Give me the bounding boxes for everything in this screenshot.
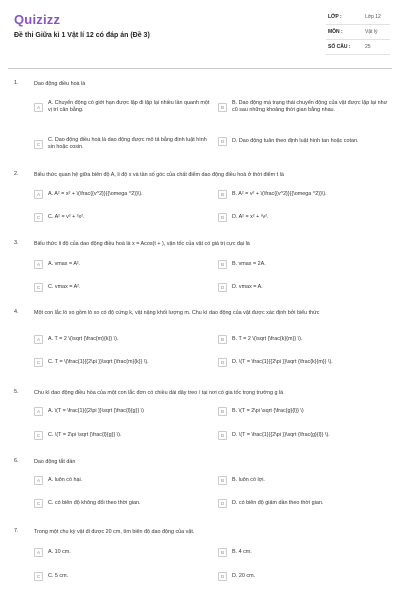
option-b[interactable] bbox=[218, 476, 394, 485]
meta-key: SỐ CÂU : bbox=[328, 44, 351, 50]
option-text: B. vmax = 2A. bbox=[232, 261, 266, 267]
option-c[interactable] bbox=[34, 213, 210, 222]
question-text: Một con lắc lò xo gồm lò xo có độ cứng k, vật nặng khối lượng m. Chu kì dao động của vật được xác định bởi biểu thức bbox=[34, 310, 320, 316]
worksheet-header bbox=[0, 0, 400, 62]
question-number: 4. bbox=[14, 309, 19, 315]
option-letter: A bbox=[34, 476, 43, 485]
option-text: B. Dao động mà trạng thái chuyển động của vật được lặp lại như cũ sau những khoảng thời gian bằng nhau. bbox=[232, 100, 388, 113]
question-text: Chu kì dao động điều hòa của một con lắc đơn có chiều dài dây treo / tại nơi có gia tốc trọng trường g là bbox=[34, 390, 284, 396]
question-text: Biểu thức quan hệ giữa biên độ A, li độ x và tần số góc của chất điểm dao động điều hoà ở thời điểm t là bbox=[34, 172, 284, 178]
header-divider bbox=[8, 68, 392, 69]
question-number: 3. bbox=[14, 240, 19, 246]
option-text: C. \(T = 2\pi \sqrt {\frac{l}{g}} \). bbox=[48, 432, 122, 438]
question-text: Trong một chu kỳ vật đi được 20 cm, tìm biên độ dao động của vật. bbox=[34, 529, 195, 535]
option-letter: B bbox=[218, 548, 227, 557]
option-text: A. \(T = \frac{1}{{2\pi }}\sqrt {\frac{l}{g}} \) bbox=[48, 408, 144, 414]
option-letter: C bbox=[34, 213, 43, 222]
option-letter: A bbox=[34, 190, 43, 199]
quizizz-logo: Quizizz bbox=[14, 12, 61, 27]
option-letter: A bbox=[34, 260, 43, 269]
meta-value: 25 bbox=[365, 44, 371, 50]
option-text: A. A² = x² + \(\frac{{v^2}}{{\omega ^2}}\). bbox=[48, 191, 143, 197]
question-number: 7. bbox=[14, 528, 19, 534]
option-text: B. T = 2 \(\sqrt {\frac{k}{m}} \). bbox=[232, 336, 303, 342]
option-text: C. có biên độ không đổi theo thời gian. bbox=[48, 500, 141, 506]
option-letter: D bbox=[218, 358, 227, 367]
option-c[interactable] bbox=[34, 358, 210, 367]
option-letter: D bbox=[218, 572, 227, 581]
option-b[interactable] bbox=[218, 100, 394, 114]
option-a[interactable] bbox=[34, 548, 210, 557]
option-letter: D bbox=[218, 431, 227, 440]
option-b[interactable] bbox=[218, 335, 394, 344]
question-text: Biểu thức li độ của dao động điều hoà là x = Acos(t + ), vận tốc của vật có giá trị cực đại là bbox=[34, 241, 250, 247]
option-letter: B bbox=[218, 476, 227, 485]
worksheet-title: Đề thi Giữa kì 1 Vật lí 12 có đáp án (Đề 3) bbox=[14, 32, 150, 39]
question-number: 2. bbox=[14, 171, 19, 177]
option-letter: A bbox=[34, 335, 43, 344]
option-d[interactable] bbox=[218, 283, 394, 292]
option-letter: D bbox=[218, 283, 227, 292]
option-c[interactable] bbox=[34, 137, 210, 151]
option-letter: B bbox=[218, 335, 227, 344]
option-letter: B bbox=[218, 190, 227, 199]
meta-row-subject bbox=[326, 25, 390, 40]
option-text: D. \(T = \frac{1}{{2\pi }}\sqrt {\frac{k}{m}} \). bbox=[232, 359, 333, 365]
option-c[interactable] bbox=[34, 431, 210, 440]
option-letter: C bbox=[34, 572, 43, 581]
option-b[interactable] bbox=[218, 548, 394, 557]
option-letter: C bbox=[34, 283, 43, 292]
option-letter: C bbox=[34, 140, 43, 149]
option-letter: C bbox=[34, 431, 43, 440]
option-c[interactable] bbox=[34, 572, 210, 581]
question-number: 1. bbox=[14, 80, 19, 86]
option-text: A. 10 cm. bbox=[48, 549, 71, 555]
option-text: A. T = 2 \(\sqrt {\frac{m}{k}} \). bbox=[48, 336, 119, 342]
option-letter: D bbox=[218, 137, 227, 146]
option-d[interactable] bbox=[218, 137, 394, 146]
meta-value: Vật lý bbox=[365, 29, 378, 35]
option-text: B. \(T = 2\pi \sqrt {\frac{g}{l}} \) bbox=[232, 408, 304, 414]
meta-table bbox=[326, 10, 390, 55]
option-text: D. \(T = \frac{1}{{2\pi }}\sqrt {\frac{g}{l}} \). bbox=[232, 432, 330, 438]
option-b[interactable] bbox=[218, 260, 394, 269]
option-text: D. vmax = A. bbox=[232, 284, 263, 290]
option-letter: B bbox=[218, 260, 227, 269]
option-b[interactable] bbox=[218, 407, 394, 416]
option-text: D. 20 cm. bbox=[232, 573, 256, 579]
meta-key: LỚP : bbox=[328, 14, 342, 20]
option-a[interactable] bbox=[34, 335, 210, 344]
option-a[interactable] bbox=[34, 100, 210, 114]
question-number: 6. bbox=[14, 458, 19, 464]
meta-value: Lớp 12 bbox=[365, 14, 381, 20]
option-d[interactable] bbox=[218, 358, 394, 367]
option-text: A. luôn có hại. bbox=[48, 477, 83, 483]
option-letter: A bbox=[34, 407, 43, 416]
option-letter: D bbox=[218, 499, 227, 508]
option-d[interactable] bbox=[218, 499, 394, 508]
question-text: Dao động tắt dần bbox=[34, 459, 76, 465]
meta-row-question-count bbox=[326, 40, 390, 55]
option-text: B. A² = v² + \(\frac{{v^2}}{{\omega ^2}}\). bbox=[232, 191, 327, 197]
option-letter: C bbox=[34, 358, 43, 367]
option-text: B. luôn có lợi. bbox=[232, 477, 265, 483]
option-text: C. vmax = A². bbox=[48, 284, 81, 290]
option-text: C. A² = v² + ²x². bbox=[48, 214, 85, 220]
option-text: D. có biên độ giảm dần theo thời gian. bbox=[232, 500, 324, 506]
option-text: D. A² = x² + ²v². bbox=[232, 214, 269, 220]
option-letter: B bbox=[218, 103, 227, 112]
option-a[interactable] bbox=[34, 190, 210, 199]
question-text: Dao động điều hoà là bbox=[34, 81, 86, 87]
option-text: A. Chuyển động có giới hạn được lặp đi lặp lại nhiều lần quanh một vị trí cân bằng. bbox=[48, 100, 210, 113]
option-d[interactable] bbox=[218, 431, 394, 440]
option-text: C. T = \(\frac{1}{{2\pi }}\sqrt {\frac{m}{k}} \). bbox=[48, 359, 149, 365]
option-letter: A bbox=[34, 103, 43, 112]
option-a[interactable] bbox=[34, 476, 210, 485]
option-b[interactable] bbox=[218, 190, 394, 199]
option-c[interactable] bbox=[34, 283, 210, 292]
option-letter: A bbox=[34, 548, 43, 557]
option-text: C. Dao động điều hoà là dao động được mô tả bằng định luật hình sin hoặc cosin. bbox=[48, 137, 207, 150]
question-number: 5. bbox=[14, 389, 19, 395]
meta-row-class bbox=[326, 10, 390, 25]
option-text: D. Dao động tuân theo định luật hình tan hoặc cotan. bbox=[232, 138, 359, 144]
option-c[interactable] bbox=[34, 499, 210, 508]
option-a[interactable] bbox=[34, 407, 210, 416]
option-letter: B bbox=[218, 407, 227, 416]
option-d[interactable] bbox=[218, 572, 394, 581]
option-text: B. 4 cm. bbox=[232, 549, 252, 555]
option-a[interactable] bbox=[34, 260, 210, 269]
meta-key: MÔN : bbox=[328, 29, 343, 35]
option-text: A. vmax = A². bbox=[48, 261, 81, 267]
option-text: C. 5 cm. bbox=[48, 573, 69, 579]
option-letter: C bbox=[34, 499, 43, 508]
option-d[interactable] bbox=[218, 213, 394, 222]
option-letter: D bbox=[218, 213, 227, 222]
